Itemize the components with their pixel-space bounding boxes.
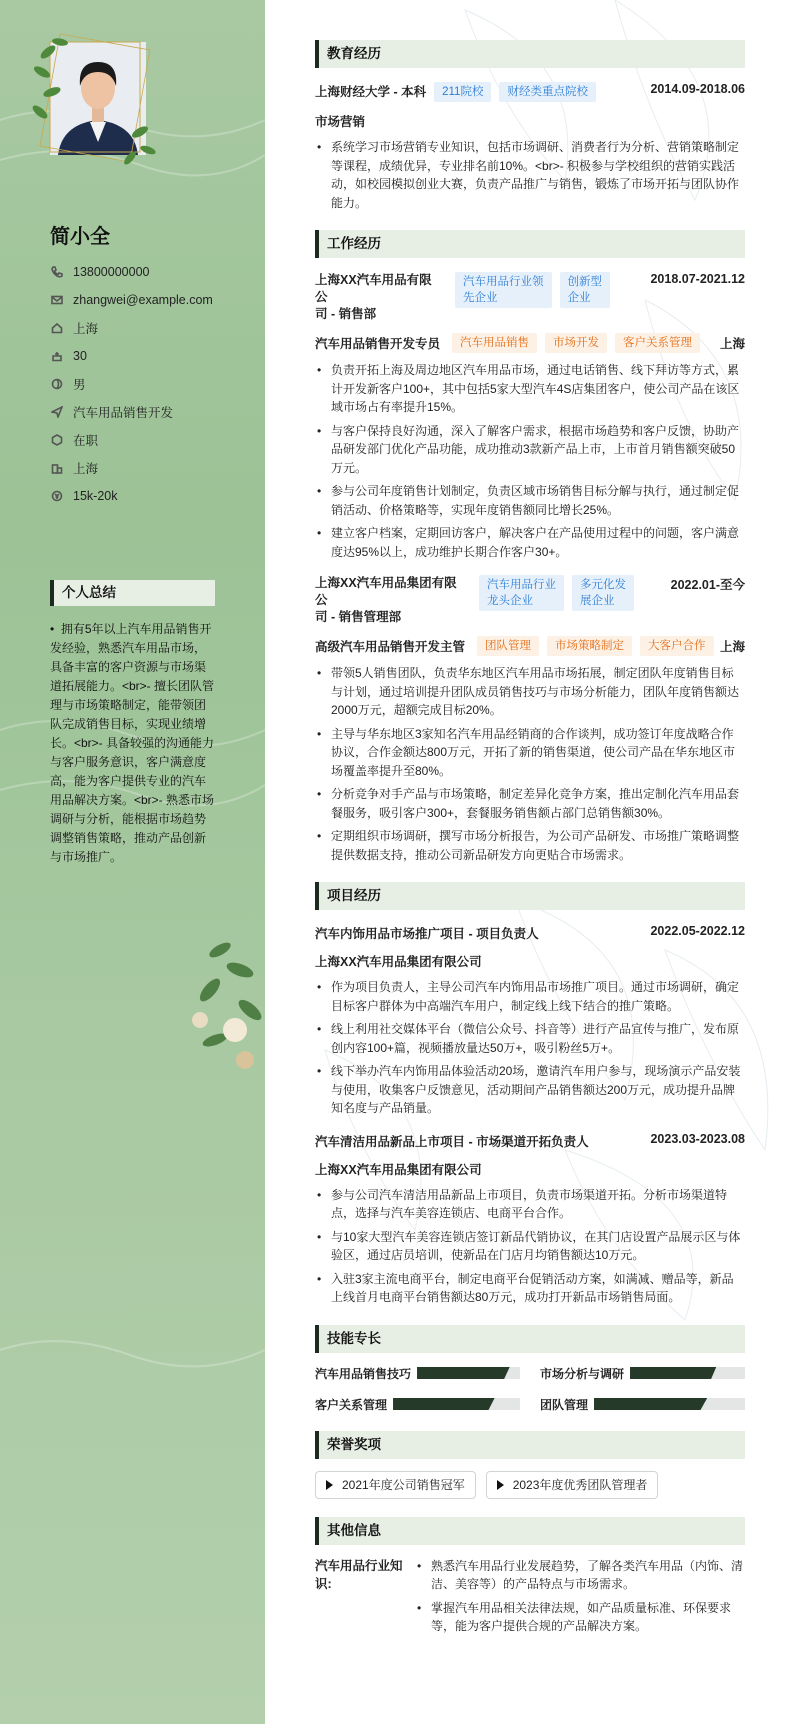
- project-name: 汽车清洁用品新品上市项目 - 市场渠道开拓负责人: [315, 1134, 589, 1149]
- company-tag: 汽车用品行业领 先企业: [455, 272, 552, 308]
- phone-icon: [50, 265, 64, 279]
- project-header: [315, 924, 745, 942]
- play-icon: [326, 1480, 333, 1490]
- other-info-label: 汽车用品行业知识:: [315, 1558, 403, 1591]
- skills-grid: [315, 1365, 745, 1413]
- projects-title: 项目经历: [315, 882, 745, 910]
- list-item: • 负责开拓上海及周边地区汽车用品市场，通过电话销售、线下拜访等方式，累计开发新客户100+，其中包括5家大型汽车4S店集团客户，使公司产品在该区域市场占有率提升15%。: [315, 361, 745, 417]
- other-title: 其他信息: [315, 1517, 745, 1545]
- skill-item: 客户关系管理: [315, 1396, 520, 1413]
- job-header: [315, 272, 745, 323]
- info-row-gender: 男: [50, 370, 250, 398]
- status-icon: [50, 433, 64, 447]
- info-row-age: 30: [50, 342, 250, 370]
- role-tag: 市场策略制定: [547, 636, 632, 656]
- target-icon: [50, 405, 64, 419]
- project-bullets: [315, 1186, 745, 1307]
- job-date: 2022.01-至今: [670, 578, 745, 592]
- award-item: 2023年度优秀团队管理者: [486, 1471, 659, 1499]
- info-row-location: 上海: [50, 314, 250, 342]
- info-row-phone: 13800000000: [50, 258, 250, 286]
- role-tag: 市场开发: [545, 333, 607, 353]
- info-row-city: 上海: [50, 454, 250, 482]
- other-info-row: [315, 1557, 745, 1641]
- info-row-salary: 15k-20k: [50, 482, 250, 510]
- job-role: 汽车用品销售开发专员: [315, 337, 441, 351]
- role-tag: 客户关系管理: [615, 333, 700, 353]
- school-name: 上海财经大学 - 本科: [315, 85, 427, 99]
- sidebar: [0, 0, 265, 1724]
- list-item: • 主导与华东地区3家知名汽车用品经销商的合作谈判，成功签订年度战略合作协议，合作金额达800万元，开拓了新的销售渠道，使公司产品在华东地区市场覆盖率提升至80%。: [315, 725, 745, 781]
- role-tag: 汽车用品销售: [452, 333, 537, 353]
- skill-bar-fill: [393, 1398, 495, 1410]
- list-item: • 建立客户档案，定期回访客户，解决客户在产品使用过程中的问题，客户满意度达95%以上，成功维护长期合作客户30+。: [315, 524, 745, 561]
- awards-title: 荣誉奖项: [315, 1431, 745, 1459]
- info-row-status: 在职: [50, 426, 250, 454]
- floral-decoration: [180, 930, 265, 1080]
- list-item: • 参与公司汽车清洁用品新品上市项目，负责市场渠道开拓。分析市场渠道特点，选择与汽车美容连锁店、电商平台合作。: [315, 1186, 745, 1223]
- list-item: • 线上利用社交媒体平台（微信公众号、抖音等）进行产品宣传与推广，发布原创内容100+篇，视频播放量达50万+，吸引粉丝5万+。: [315, 1020, 745, 1057]
- project-name: 汽车内饰用品市场推广项目 - 项目负责人: [315, 927, 539, 941]
- list-item: • 熟悉汽车用品行业发展趋势，了解各类汽车用品（内饰、清洁、美容等）的产品特点与市场需求。: [415, 1557, 745, 1594]
- award-item: 2021年度公司销售冠军: [315, 1471, 476, 1499]
- education-header: [315, 82, 745, 102]
- job-role-row: [315, 333, 745, 353]
- project-date: 2022.05-2022.12: [650, 924, 745, 938]
- skills-title: 技能专长: [315, 1325, 745, 1353]
- list-item: • 带领5人销售团队，负责华东地区汽车用品市场拓展，制定团队年度销售目标与计划，通过培训提升团队成员销售技巧与市场分析能力，团队年度销售额达2000万元，超额完成目标20%。: [315, 664, 745, 720]
- other-info-bullets: [415, 1557, 745, 1641]
- job-role-row: [315, 636, 745, 656]
- contact-info-list: [50, 258, 250, 510]
- education-title: 教育经历: [315, 40, 745, 68]
- school-tag: 财经类重点院校: [499, 82, 596, 102]
- work-title: 工作经历: [315, 230, 745, 258]
- education-bullets: [315, 138, 745, 212]
- city-icon: [50, 461, 64, 475]
- info-row-job-target: 汽车用品销售开发: [50, 398, 250, 426]
- school-tag: 211院校: [434, 82, 491, 102]
- role-tag: 团队管理: [477, 636, 539, 656]
- project-date: 2023.03-2023.08: [650, 1131, 745, 1146]
- home-icon: [50, 321, 64, 335]
- age-icon: [50, 349, 64, 363]
- skill-item: 市场分析与调研: [540, 1365, 745, 1382]
- education-date: 2014.09-2018.06: [650, 82, 745, 96]
- skill-bar: [594, 1398, 745, 1410]
- project-bullets: [315, 978, 745, 1118]
- main-sections: [315, 40, 745, 1641]
- education-major: 市场营销: [315, 115, 366, 129]
- list-item: • 参与公司年度销售计划制定，负责区域市场销售目标分解与执行，通过制定促销活动、价格策略等，实现年度销售额同比增长25%。: [315, 482, 745, 519]
- skill-bar-fill: [417, 1367, 510, 1379]
- skill-bar-fill: [594, 1398, 707, 1410]
- job-bullets: [315, 361, 745, 561]
- list-item: • 作为项目负责人，主导公司汽车内饰用品市场推广项目。通过市场调研，确定目标客户群体为中高端汽车用户，制定线上线下结合的推广策略。: [315, 978, 745, 1015]
- project-company: 上海XX汽车用品集团有限公司: [315, 1162, 482, 1177]
- list-item: • 定期组织市场调研，撰写市场分析报告，为公司产品研发、市场推广策略调整提供数据支持，推动公司新品研发方向更贴合市场需求。: [315, 827, 745, 864]
- job-role: 高级汽车用品销售开发主管: [315, 640, 466, 654]
- list-item: • 掌握汽车用品相关法律法规，如产品质量标准、环保要求等，能为客户提供合规的产品解决方案。: [415, 1599, 745, 1636]
- awards-list: [315, 1471, 745, 1499]
- list-item: • 与10家大型汽车美容连锁店签订新品代销协议，在其门店设置产品展示区与体验区，通过店员培训，使新品在门店月均销售额达10万元。: [315, 1228, 745, 1265]
- gender-icon: [50, 377, 64, 391]
- list-item: • 线下举办汽车内饰用品体验活动20场，邀请汽车用户参与，现场演示产品安装与使用，收集客户反馈意见，活动期间产品销售额达200万元，成功提升品牌知名度与产品销量。: [315, 1062, 745, 1118]
- summary-title: 个人总结: [50, 580, 215, 606]
- company-name: 上海XX汽车用品有限公 司 - 销售部: [315, 273, 432, 321]
- job-date: 2018.07-2021.12: [650, 272, 745, 286]
- job-header: [315, 575, 745, 626]
- play-icon: [497, 1480, 504, 1490]
- project-header: [315, 1132, 745, 1150]
- list-item: • 分析竞争对手产品与市场策略，制定差异化竞争方案，推出定制化汽车用品套餐服务，吸引客户300+，套餐服务销售额占部门总销售额30%。: [315, 785, 745, 822]
- wave-texture: [0, 1300, 265, 1420]
- list-item: • 系统学习市场营销专业知识，包括市场调研、消费者行为分析、营销策略制定等课程，成绩优异，专业排名前10%。<br>- 积极参与学校组织的营销实践活动，如校园模拟创业大赛，负责产品推广与销售，锻炼了市场开拓与团队协作能力。: [315, 138, 745, 212]
- candidate-name: 简小全: [50, 226, 110, 248]
- project-company: 上海XX汽车用品集团有限公司: [315, 955, 482, 969]
- company-name: 上海XX汽车用品集团有限公 司 - 销售管理部: [315, 576, 457, 624]
- salary-icon: [50, 489, 64, 503]
- list-item: • 与客户保持良好沟通，深入了解客户需求，根据市场趋势和客户反馈，协助产品研发部门优化产品功能，成功推动3款新产品上市，上市首月销售额突破50万元。: [315, 422, 745, 478]
- skill-bar-fill: [630, 1367, 716, 1379]
- skill-bar: [393, 1398, 520, 1410]
- job-bullets: [315, 664, 745, 864]
- summary-section: [50, 580, 215, 867]
- role-tag: 大客户合作: [640, 636, 714, 656]
- skill-bar: [630, 1367, 745, 1379]
- mail-icon: [50, 293, 64, 307]
- skill-item: 团队管理: [540, 1396, 745, 1413]
- info-row-email: zhangwei@example.com: [50, 286, 250, 314]
- job-city: 上海: [719, 640, 745, 654]
- company-tag: 汽车用品行业 龙头企业: [479, 575, 564, 611]
- summary-text: • 拥有5年以上汽车用品销售开发经验，熟悉汽车用品市场，具备丰富的客户资源与市场渠道拓展能力。<br>- 擅长团队管理与市场策略制定，能带领团队完成销售目标，实现业绩增长。<br>- 具备较强的沟通能力与客户服务意识，客户满意度高，能为客户提供专业的汽车用品解决方案。<br>- 熟悉市场调研与分析，能根据市场趋势调整销售策略，推动产品创新与市场推广。: [50, 622, 215, 864]
- floral-frame-decoration: [30, 22, 160, 172]
- skill-item: 汽车用品销售技巧: [315, 1365, 520, 1382]
- job-city: 上海: [719, 337, 745, 351]
- skill-bar: [417, 1367, 520, 1379]
- list-item: • 入驻3家主流电商平台，制定电商平台促销活动方案，如满减、赠品等，新品上线首月电商平台销售额达80万元，成功打开新品市场销售局面。: [315, 1270, 745, 1307]
- company-tag: 多元化发 展企业: [572, 575, 634, 611]
- company-tag: 创新型 企业: [560, 272, 611, 308]
- main-content: [265, 0, 794, 1724]
